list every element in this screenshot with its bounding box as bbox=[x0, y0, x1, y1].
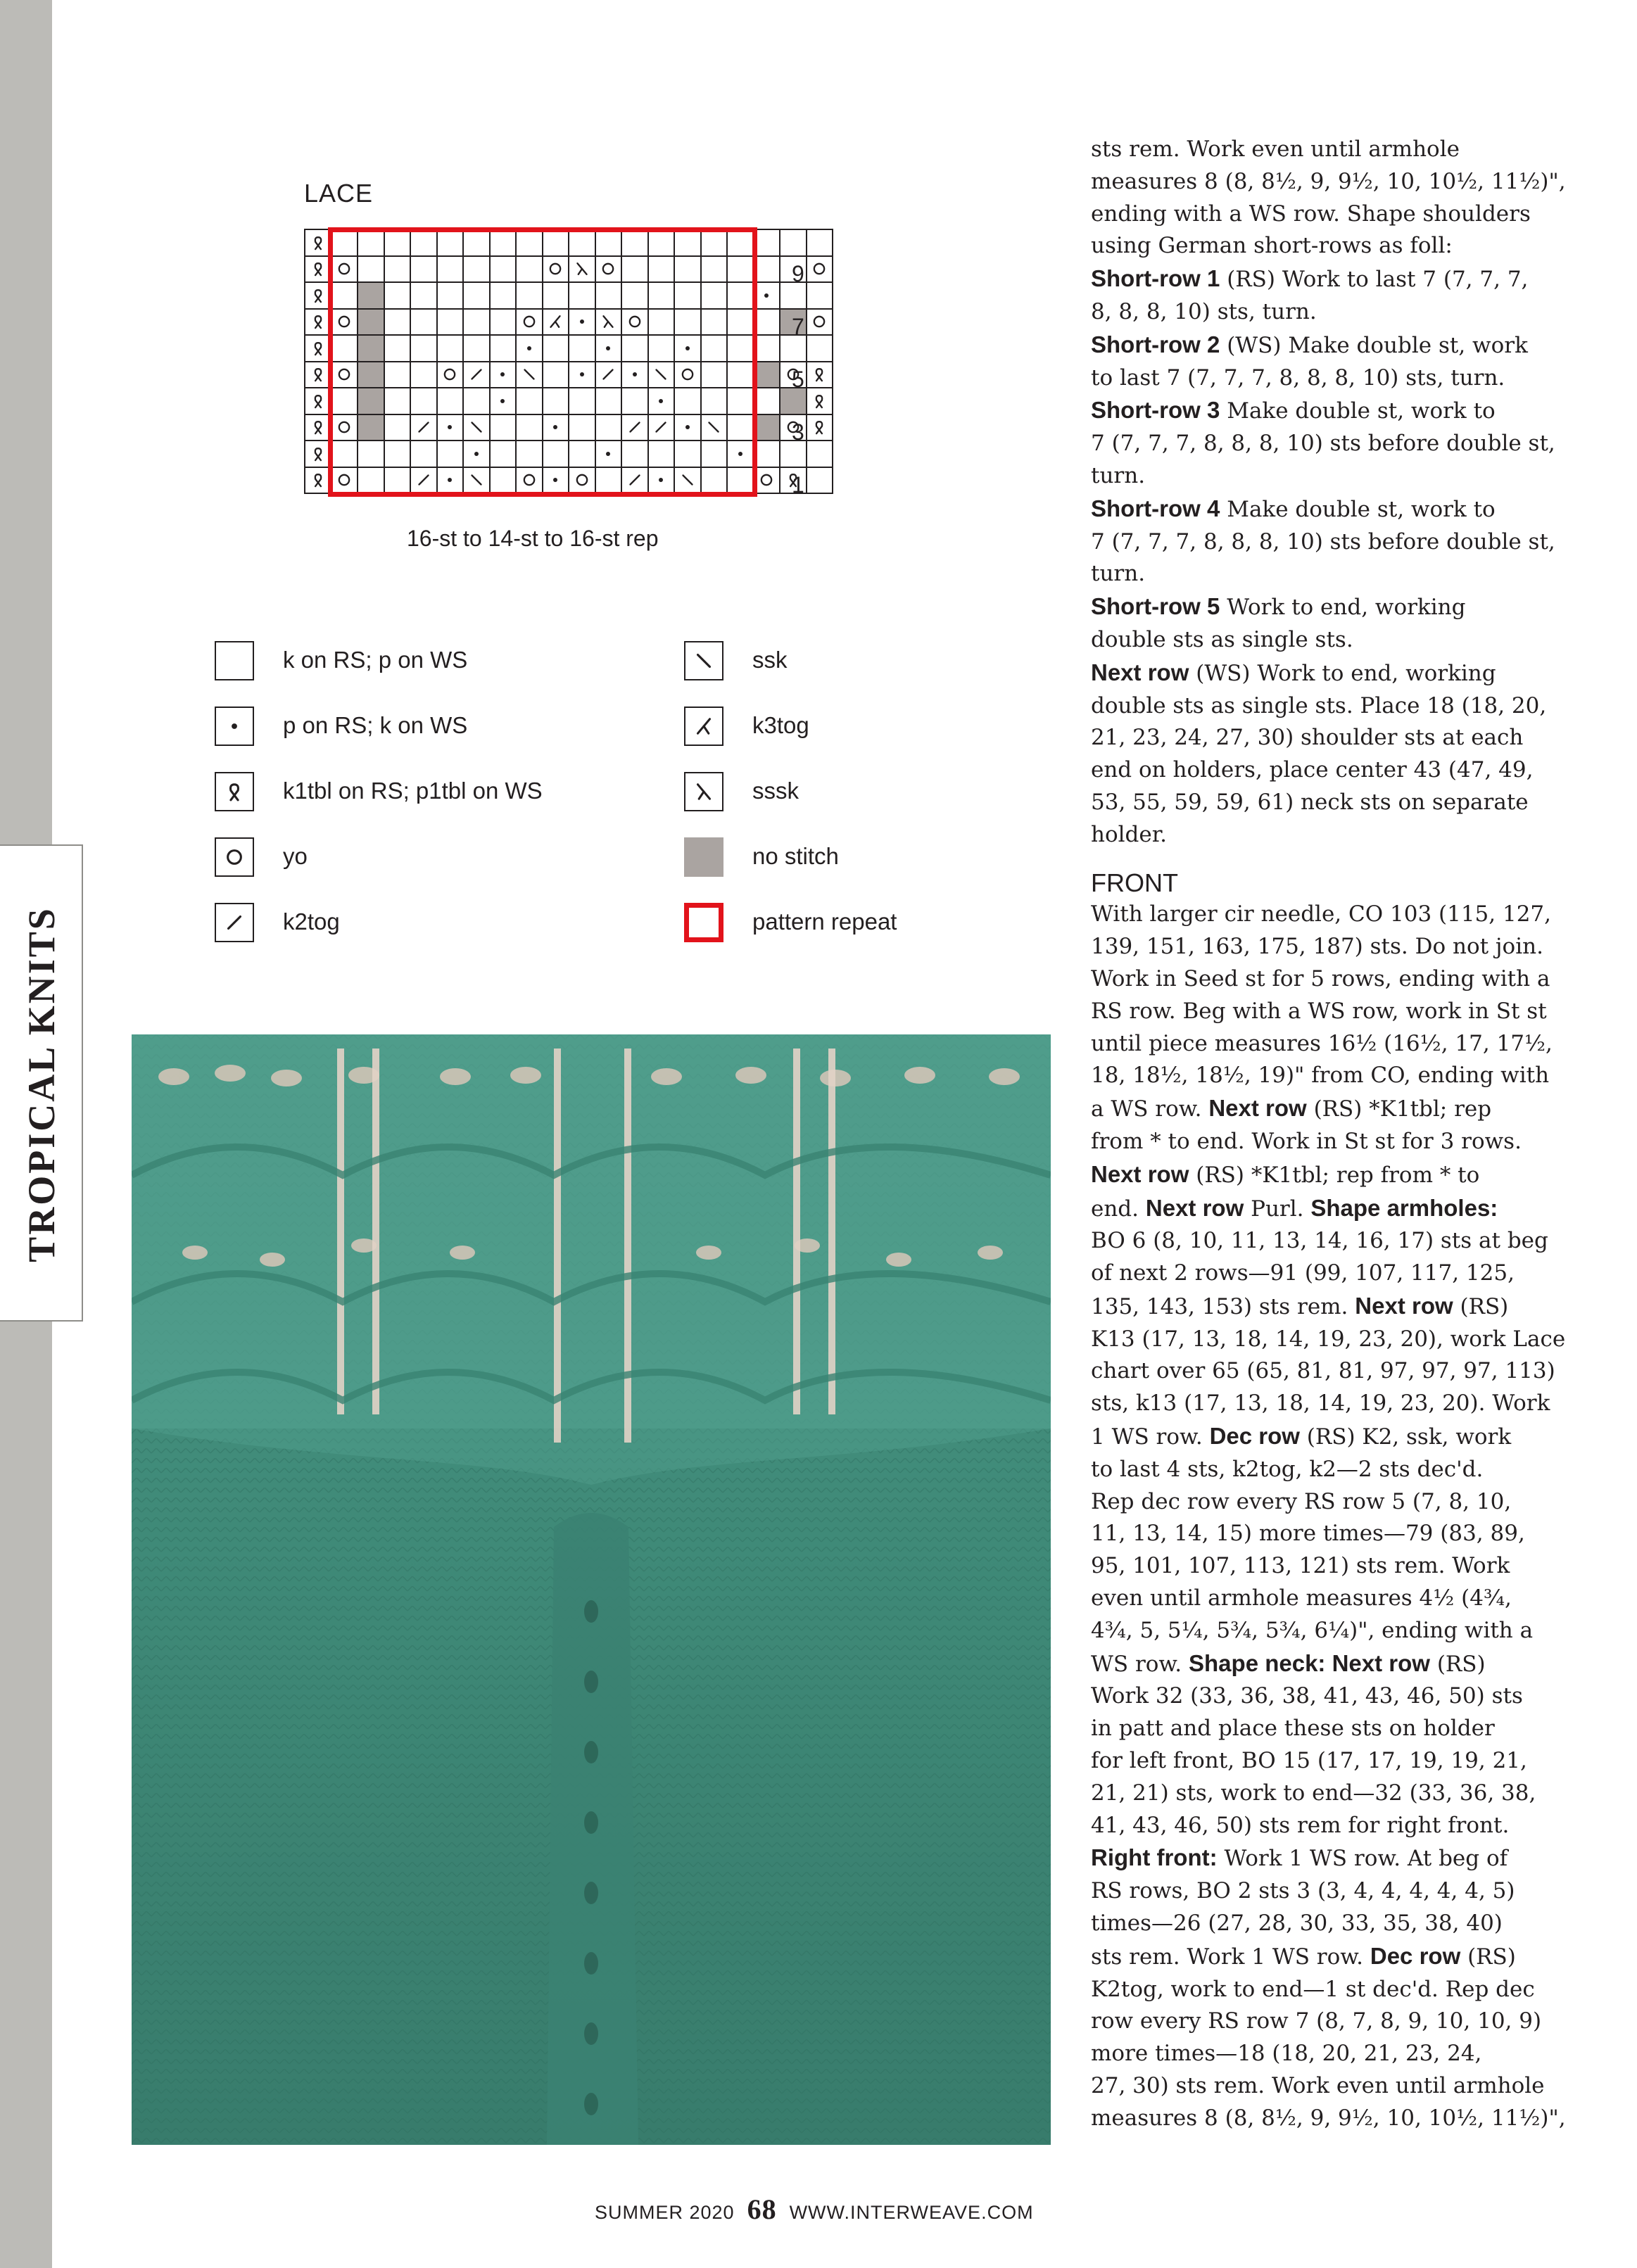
text-line bbox=[1091, 1647, 1541, 1681]
text-line bbox=[1091, 230, 1541, 262]
chart-cell bbox=[807, 283, 834, 310]
legend-label: k on RS; p on WS bbox=[283, 647, 468, 673]
purl-dot-icon bbox=[222, 714, 246, 738]
legend-label: pattern repeat bbox=[752, 908, 897, 935]
text-line bbox=[1091, 460, 1541, 493]
back-instructions bbox=[1091, 134, 1566, 851]
website: WWW.INTERWEAVE.COM bbox=[789, 2202, 1034, 2223]
text-line bbox=[1091, 1778, 1541, 1810]
row-number: 9 bbox=[792, 261, 804, 286]
chart-cell bbox=[807, 336, 834, 362]
text-run: 41, 43, 46, 50) sts rem for right front. bbox=[1091, 1812, 1510, 1838]
chart-cell bbox=[807, 310, 834, 336]
bold-term: Next row bbox=[1208, 1095, 1307, 1122]
chart-cell bbox=[754, 362, 781, 389]
text-run: 27, 30) sts rem. Work even until armhole bbox=[1091, 2073, 1545, 2099]
legend-k2tog-swatch bbox=[215, 903, 254, 942]
chart-cell bbox=[780, 230, 807, 257]
text-run: (RS) bbox=[1453, 1293, 1509, 1319]
text-line bbox=[1091, 787, 1541, 819]
text-run: WS row. bbox=[1091, 1651, 1189, 1677]
text-line bbox=[1091, 1192, 1541, 1226]
section-label: TROPICAL KNITS bbox=[20, 906, 63, 1262]
k1tbl-icon bbox=[309, 286, 327, 305]
text-line bbox=[1091, 198, 1541, 231]
bold-term: Next row bbox=[1091, 659, 1189, 685]
chart-cell bbox=[807, 362, 834, 389]
bold-term: Short-row 4 bbox=[1091, 495, 1220, 521]
text-run: 135, 143, 153) sts rem. bbox=[1091, 1293, 1355, 1319]
text-run: to last 7 (7, 7, 7, 8, 8, 8, 10) sts, turn. bbox=[1091, 365, 1505, 391]
legend-label: k3tog bbox=[752, 712, 809, 738]
text-line bbox=[1091, 1550, 1541, 1583]
chart-cell bbox=[754, 310, 781, 336]
text-line bbox=[1091, 493, 1541, 526]
k1tbl-icon bbox=[810, 365, 828, 384]
sweater-detail-photo bbox=[132, 1034, 1051, 2145]
text-run: 7 (7, 7, 7, 8, 8, 8, 10) sts before double st, bbox=[1091, 528, 1555, 555]
text-line bbox=[1091, 362, 1541, 395]
text-line bbox=[1091, 1126, 1541, 1158]
text-run: K2tog, work to end—1 st dec'd. Rep dec bbox=[1091, 1976, 1535, 2002]
text-run: times—26 (27, 28, 30, 33, 35, 38, 40) bbox=[1091, 1911, 1503, 1937]
sssk-icon bbox=[692, 780, 716, 804]
chart-cell bbox=[807, 230, 834, 257]
text-line bbox=[1091, 931, 1541, 963]
bold-term: Shape neck: Next row bbox=[1189, 1649, 1430, 1676]
bold-term: Right front: bbox=[1091, 1844, 1218, 1871]
k1tbl-icon bbox=[810, 418, 828, 436]
text-run: measures 8 (8, 8½, 9, 9½, 10, 10½, 11½)", bbox=[1091, 168, 1566, 194]
text-run: 1 WS row. bbox=[1091, 1424, 1210, 1450]
text-line bbox=[1091, 1092, 1541, 1126]
text-line bbox=[1091, 2006, 1541, 2038]
text-run: measures 8 (8, 8½, 9, 9½, 10, 10½, 11½)", bbox=[1091, 2105, 1566, 2131]
text-run: (RS) K2, ssk, work bbox=[1299, 1424, 1512, 1450]
text-line bbox=[1091, 558, 1541, 590]
text-run: chart over 65 (65, 81, 81, 97, 97, 97, 113) bbox=[1091, 1358, 1555, 1384]
row-number: 5 bbox=[792, 367, 804, 392]
pattern-instructions bbox=[1091, 134, 1566, 2135]
legend-purl-swatch bbox=[215, 707, 254, 746]
text-line bbox=[1091, 1615, 1541, 1647]
text-run: until piece measures 16½ (16½, 17, 17½, bbox=[1091, 1030, 1553, 1056]
purl-dot-icon bbox=[757, 286, 776, 305]
chart-cell bbox=[754, 257, 781, 284]
bold-term: Short-row 3 bbox=[1091, 397, 1220, 424]
text-line bbox=[1091, 428, 1555, 460]
text-line bbox=[1091, 1028, 1553, 1060]
text-run: ending with a WS row. Shape shoulders bbox=[1091, 201, 1531, 227]
text-line bbox=[1091, 1940, 1541, 1974]
text-run: 11, 13, 14, 15) more times—79 (83, 89, bbox=[1091, 1521, 1525, 1547]
text-line bbox=[1091, 1454, 1541, 1486]
text-line bbox=[1091, 1713, 1541, 1745]
chart-cell bbox=[754, 388, 781, 415]
text-run: 95, 101, 107, 113, 121) sts rem. Work bbox=[1091, 1553, 1510, 1579]
legend-ssk-swatch bbox=[684, 641, 723, 680]
text-run: (RS) bbox=[1429, 1651, 1486, 1677]
text-run: sts, k13 (17, 13, 18, 14, 19, 23, 20). Work bbox=[1091, 1390, 1550, 1417]
k1tbl-icon bbox=[222, 780, 246, 804]
bold-term: Next row bbox=[1091, 1160, 1189, 1187]
text-run: Purl. bbox=[1244, 1196, 1311, 1222]
text-run: sts rem. Work even until armhole bbox=[1091, 137, 1460, 162]
chart-cell bbox=[807, 257, 834, 284]
row-number: 1 bbox=[792, 472, 804, 498]
ssk-icon bbox=[692, 649, 716, 673]
text-line bbox=[1091, 1355, 1555, 1388]
bold-term: Short-row 2 bbox=[1091, 331, 1220, 357]
text-line bbox=[1091, 1420, 1541, 1454]
text-run: Work 32 (33, 36, 38, 41, 43, 46, 50) sts bbox=[1091, 1683, 1523, 1709]
legend-label: sssk bbox=[752, 778, 799, 804]
sidebar-strip-top bbox=[0, 0, 52, 844]
text-line bbox=[1091, 1486, 1541, 1519]
k1tbl-icon bbox=[309, 312, 327, 331]
legend-repeat-swatch bbox=[684, 903, 723, 942]
legend-label: no stitch bbox=[752, 843, 839, 869]
text-line bbox=[1091, 996, 1547, 1028]
text-line bbox=[1091, 657, 1541, 690]
text-line bbox=[1091, 1875, 1541, 1908]
text-run: double sts as single sts. bbox=[1091, 626, 1353, 652]
text-run: 8, 8, 8, 10) sts, turn. bbox=[1091, 298, 1317, 324]
text-line bbox=[1091, 2103, 1566, 2135]
chart-cell bbox=[807, 388, 834, 415]
text-line bbox=[1091, 722, 1541, 754]
text-run: double sts as single sts. Place 18 (18, 20, bbox=[1091, 692, 1547, 718]
legend-yo-swatch bbox=[215, 837, 254, 877]
text-run: in patt and place these sts on holder bbox=[1091, 1716, 1495, 1742]
text-line bbox=[1091, 1388, 1550, 1420]
text-run: Work in Seed st for 5 rows, ending with a bbox=[1091, 965, 1550, 992]
bold-term: Dec row bbox=[1209, 1423, 1300, 1450]
text-run: K13 (17, 13, 18, 14, 19, 23, 20), work Lace bbox=[1091, 1326, 1566, 1352]
text-run: turn. bbox=[1091, 561, 1146, 587]
text-run: 21, 23, 24, 27, 30) shoulder sts at each bbox=[1091, 725, 1524, 751]
text-line bbox=[1091, 2038, 1541, 2070]
text-line bbox=[1091, 1324, 1566, 1356]
text-line bbox=[1091, 1158, 1541, 1192]
text-run: 7 (7, 7, 7, 8, 8, 8, 10) sts before double st, bbox=[1091, 431, 1555, 457]
text-run: (WS) Make double st, work bbox=[1220, 332, 1528, 358]
text-run: a WS row. bbox=[1091, 1096, 1209, 1122]
text-run: (RS) *K1tbl; rep from * to bbox=[1189, 1162, 1480, 1188]
row-number: 7 bbox=[792, 314, 804, 339]
text-run: of next 2 rows—91 (99, 107, 117, 125, bbox=[1091, 1260, 1515, 1286]
text-line bbox=[1091, 394, 1541, 428]
row-number: 3 bbox=[792, 419, 804, 445]
text-run: RS row. Beg with a WS row, work in St st bbox=[1091, 998, 1547, 1024]
text-line bbox=[1091, 296, 1541, 329]
text-line bbox=[1091, 526, 1555, 559]
bold-term: Dec row bbox=[1370, 1942, 1461, 1969]
text-line bbox=[1091, 262, 1541, 296]
pattern-repeat-outline bbox=[328, 227, 757, 497]
legend-k3tog-swatch bbox=[684, 707, 723, 746]
text-line bbox=[1091, 1745, 1541, 1778]
text-run: using German short-rows as foll: bbox=[1091, 233, 1453, 259]
text-line bbox=[1091, 166, 1566, 198]
chart-cell bbox=[807, 468, 834, 495]
text-run: 18, 18½, 18½, 19)" from CO, ending with bbox=[1091, 1063, 1550, 1089]
legend-no-stitch-swatch bbox=[684, 837, 723, 877]
chart-title: LACE bbox=[304, 179, 374, 208]
text-line bbox=[1091, 1290, 1541, 1324]
bold-term: Next row bbox=[1145, 1194, 1244, 1221]
chart-cell bbox=[807, 415, 834, 442]
text-line bbox=[1091, 1257, 1541, 1290]
text-run: sts rem. Work 1 WS row. bbox=[1091, 1944, 1370, 1970]
chart-cell bbox=[807, 441, 834, 468]
k1tbl-icon bbox=[309, 260, 327, 278]
text-line bbox=[1091, 1842, 1541, 1875]
k3tog-icon bbox=[692, 714, 716, 738]
text-run: Work 1 WS row. At beg of bbox=[1217, 1846, 1508, 1872]
text-run: turn. bbox=[1091, 462, 1146, 488]
text-line bbox=[1091, 329, 1541, 362]
text-run: end. bbox=[1091, 1196, 1146, 1222]
text-line bbox=[1091, 963, 1550, 996]
text-line bbox=[1091, 1810, 1541, 1842]
chart-cell bbox=[754, 441, 781, 468]
text-line bbox=[1091, 590, 1541, 624]
text-line bbox=[1091, 754, 1541, 787]
yo-icon bbox=[222, 845, 246, 869]
text-run: With larger cir needle, CO 103 (115, 127, bbox=[1091, 901, 1552, 927]
text-run: Make double st, work to bbox=[1220, 496, 1496, 522]
legend-blank-swatch bbox=[215, 641, 254, 680]
k1tbl-icon bbox=[309, 234, 327, 252]
text-line bbox=[1091, 2070, 1545, 2103]
lace-yoke-illustration bbox=[132, 1034, 1051, 2145]
text-line bbox=[1091, 1680, 1541, 1713]
text-run: 4¾, 5, 5¼, 5¾, 5¾, 6¼)", ending with a bbox=[1091, 1617, 1534, 1643]
text-line bbox=[1091, 624, 1541, 657]
text-run: even until armhole measures 4½ (4¾, bbox=[1091, 1585, 1512, 1611]
text-run: from * to end. Work in St st for 3 rows. bbox=[1091, 1128, 1522, 1154]
sidebar-strip-bottom bbox=[0, 1322, 52, 2268]
chart-cell bbox=[754, 230, 781, 257]
k1tbl-icon bbox=[309, 471, 327, 489]
repeat-label: 16-st to 14-st to 16-st rep bbox=[407, 526, 659, 551]
text-run: RS rows, BO 2 sts 3 (3, 4, 4, 4, 4, 4, 5) bbox=[1091, 1878, 1515, 1904]
page-number: 68 bbox=[747, 2193, 777, 2225]
legend-tbl-swatch bbox=[215, 772, 254, 811]
text-run: 139, 151, 163, 175, 187) sts. Do not join. bbox=[1091, 934, 1543, 960]
page-footer bbox=[595, 2193, 1034, 2226]
yo-icon bbox=[810, 312, 828, 331]
text-line bbox=[1091, 819, 1541, 851]
legend-label: yo bbox=[283, 843, 308, 869]
chart-cell bbox=[754, 415, 781, 442]
k1tbl-icon bbox=[309, 392, 327, 410]
text-line bbox=[1091, 1974, 1541, 2006]
text-line bbox=[1091, 134, 1541, 166]
text-run: more times—18 (18, 20, 21, 23, 24, bbox=[1091, 2041, 1482, 2067]
text-line bbox=[1091, 1060, 1550, 1092]
bold-term: Shape armholes: bbox=[1310, 1194, 1498, 1221]
text-line bbox=[1091, 690, 1547, 723]
legend-label: k1tbl on RS; p1tbl on WS bbox=[283, 778, 543, 804]
text-line bbox=[1091, 1518, 1541, 1550]
section-tab bbox=[0, 844, 83, 1322]
text-run: Work to end, working bbox=[1220, 595, 1466, 621]
yo-icon bbox=[810, 260, 828, 278]
text-line bbox=[1091, 1225, 1548, 1257]
text-run: 53, 55, 59, 59, 61) neck sts on separate bbox=[1091, 789, 1529, 815]
bold-term: Short-row 5 bbox=[1091, 593, 1220, 620]
chart-cell bbox=[754, 336, 781, 362]
yo-icon bbox=[757, 471, 776, 489]
text-run: BO 6 (8, 10, 11, 13, 14, 16, 17) sts at beg bbox=[1091, 1228, 1548, 1254]
front-instructions bbox=[1091, 899, 1566, 2134]
text-run: 21, 21) sts, work to end—32 (33, 36, 38, bbox=[1091, 1780, 1536, 1806]
bold-term: Short-row 1 bbox=[1091, 265, 1220, 292]
text-line bbox=[1091, 1583, 1541, 1615]
legend-sssk-swatch bbox=[684, 772, 723, 811]
text-run: Make double st, work to bbox=[1220, 398, 1496, 424]
front-heading: FRONT bbox=[1091, 868, 1178, 897]
text-run: Rep dec row every RS row 5 (7, 8, 10, bbox=[1091, 1488, 1512, 1514]
legend-label: k2tog bbox=[283, 908, 340, 935]
k1tbl-icon bbox=[309, 339, 327, 357]
text-run: row every RS row 7 (8, 7, 8, 9, 10, 10, 9) bbox=[1091, 2008, 1542, 2034]
k1tbl-icon bbox=[309, 365, 327, 384]
text-run: for left front, BO 15 (17, 17, 19, 19, 21, bbox=[1091, 1748, 1527, 1774]
text-run: (RS) *K1tbl; rep bbox=[1306, 1096, 1492, 1122]
text-run: to last 4 sts, k2tog, k2—2 sts dec'd. bbox=[1091, 1456, 1484, 1482]
k1tbl-icon bbox=[309, 418, 327, 436]
chart-cell bbox=[754, 283, 781, 310]
legend-label: p on RS; k on WS bbox=[283, 712, 468, 738]
issue-label: SUMMER 2020 bbox=[595, 2202, 735, 2223]
bold-term: Next row bbox=[1355, 1292, 1453, 1319]
chart-cell bbox=[754, 468, 781, 495]
text-run: (RS) Work to last 7 (7, 7, 7, bbox=[1220, 267, 1529, 293]
text-run: holder. bbox=[1091, 821, 1168, 847]
text-run: (WS) Work to end, working bbox=[1189, 660, 1496, 686]
k1tbl-icon bbox=[309, 445, 327, 463]
legend-label: ssk bbox=[752, 647, 788, 673]
text-run: end on holders, place center 43 (47, 49, bbox=[1091, 757, 1534, 783]
text-line bbox=[1091, 899, 1552, 931]
text-run: (RS) bbox=[1460, 1944, 1516, 1970]
text-line bbox=[1091, 1908, 1541, 1940]
k1tbl-icon bbox=[810, 392, 828, 410]
k2tog-icon bbox=[222, 911, 246, 935]
